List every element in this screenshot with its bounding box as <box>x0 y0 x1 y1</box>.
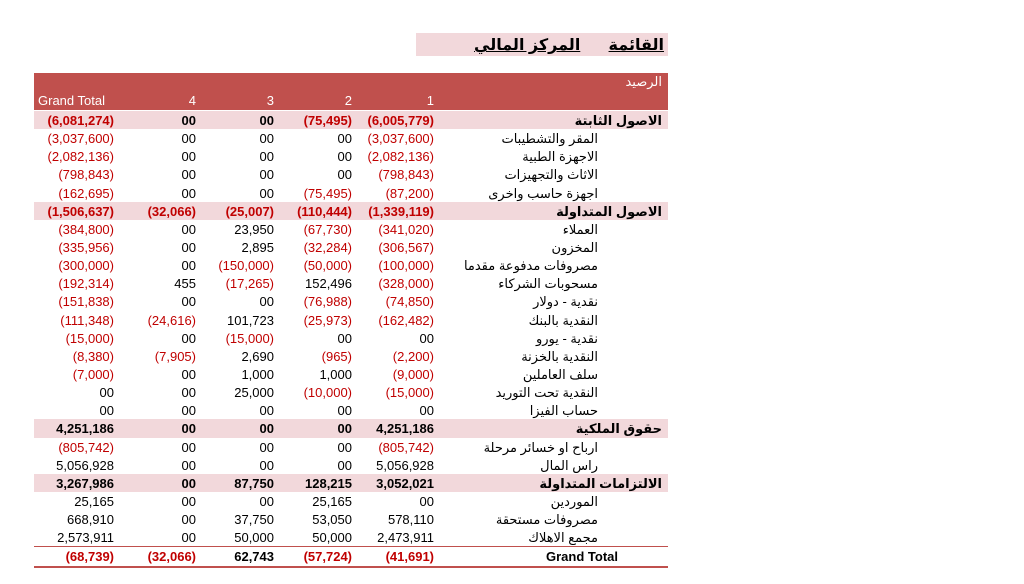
cell-value: 668,910 <box>67 512 114 528</box>
cell-value: (41,691) <box>385 549 434 565</box>
group-row[interactable] <box>34 419 668 437</box>
row-label: حقوق الملكية <box>575 421 662 437</box>
cell-value: 00 <box>181 258 196 274</box>
cell-value: 00 <box>337 421 352 437</box>
column-header-3[interactable]: 3 <box>266 93 274 108</box>
row-label: الاجهزة الطبية <box>522 149 598 165</box>
cell-value: 62,743 <box>234 549 274 565</box>
cell-value: (32,284) <box>303 239 352 255</box>
row-label: مسحوبات الشركاء <box>498 276 598 292</box>
cell-value: (7,905) <box>154 348 196 364</box>
cell-value: 23,950 <box>234 221 274 237</box>
cell-value: (328,000) <box>378 276 434 292</box>
row-label: Grand Total <box>546 549 618 565</box>
row-label: ارباح او خسائر مرحلة <box>483 439 598 455</box>
cell-value: 00 <box>259 131 274 147</box>
cell-value: 00 <box>181 403 196 419</box>
table-row[interactable] <box>34 401 668 419</box>
cell-value: 00 <box>259 113 274 128</box>
cell-value: 00 <box>419 403 434 419</box>
cell-value: (32,066) <box>147 203 196 219</box>
cell-value: (7,000) <box>72 366 114 382</box>
cell-value: (965) <box>321 348 352 364</box>
cell-value: (75,495) <box>303 185 352 201</box>
grand-total-row[interactable] <box>34 546 668 567</box>
report-filter[interactable] <box>416 33 668 56</box>
table-row[interactable] <box>34 456 668 474</box>
row-label: مصروفات مدفوعة مقدما <box>463 258 598 274</box>
cell-value: 2,573,911 <box>57 530 114 546</box>
group-row[interactable] <box>34 474 668 492</box>
table-row[interactable] <box>34 492 668 510</box>
cell-value: (15,000) <box>385 385 434 401</box>
cell-value: 25,165 <box>312 493 352 509</box>
row-label: اجهزة حاسب واخرى <box>488 185 598 201</box>
cell-value: (76,988) <box>303 294 352 310</box>
cell-value: 00 <box>259 421 274 437</box>
cell-value: 00 <box>181 239 196 255</box>
cell-value: 2,895 <box>241 239 274 255</box>
cell-value: 00 <box>181 294 196 310</box>
cell-value: 578,110 <box>387 512 434 528</box>
cell-value: (2,082,136) <box>367 149 434 165</box>
cell-value: (2,082,136) <box>47 149 114 165</box>
group-row[interactable] <box>34 202 668 220</box>
row-label: المقر والتشطيبات <box>501 131 598 147</box>
cell-value: 101,723 <box>227 312 274 328</box>
cell-value: (3,037,600) <box>367 131 434 147</box>
cell-value: (75,495) <box>303 113 352 128</box>
cell-value: 25,000 <box>234 385 274 401</box>
table-row[interactable] <box>34 220 668 238</box>
cell-value: (1,506,637) <box>47 203 114 219</box>
row-label: مجمع الاهلاك <box>528 530 598 546</box>
table-row[interactable] <box>34 165 668 183</box>
cell-value: 3,267,986 <box>56 475 114 491</box>
cell-value: 00 <box>337 403 352 419</box>
column-header-2[interactable]: 2 <box>344 93 352 108</box>
cell-value: 00 <box>181 530 196 546</box>
pivot-body <box>34 111 668 568</box>
cell-value: (24,616) <box>147 312 196 328</box>
table-row[interactable] <box>34 292 668 310</box>
row-label: راس المال <box>540 457 598 473</box>
cell-value: 00 <box>259 403 274 419</box>
cell-value: (798,843) <box>378 167 434 183</box>
cell-value: 00 <box>181 457 196 473</box>
cell-value: (150,000) <box>218 258 274 274</box>
column-header-1[interactable]: 1 <box>426 93 434 108</box>
cell-value: (805,742) <box>378 439 434 455</box>
filter-label: القائمة <box>608 37 664 54</box>
cell-value: 00 <box>181 185 196 201</box>
cell-value: 00 <box>337 439 352 455</box>
cell-value: 00 <box>181 512 196 528</box>
cell-value: (798,843) <box>58 167 114 183</box>
cell-value: 00 <box>259 457 274 473</box>
table-row[interactable] <box>34 438 668 456</box>
cell-value: 3,052,021 <box>376 475 434 491</box>
cell-value: (87,200) <box>385 185 434 201</box>
cell-value: 5,056,928 <box>56 457 114 473</box>
cell-value: (32,066) <box>147 549 196 565</box>
cell-value: (192,314) <box>58 276 114 292</box>
cell-value: 00 <box>181 439 196 455</box>
row-label: الاثاث والتجهيزات <box>504 167 598 183</box>
cell-value: (8,380) <box>72 348 114 364</box>
table-row[interactable] <box>34 329 668 347</box>
row-label: الموردين <box>550 493 598 509</box>
cell-value: 00 <box>181 385 196 401</box>
column-header-grand-total[interactable]: Grand Total <box>38 93 105 108</box>
row-label: سلف العاملين <box>522 366 598 382</box>
table-row[interactable] <box>34 274 668 292</box>
row-label: النقدية بالخزنة <box>521 348 598 364</box>
cell-value: 37,750 <box>234 512 274 528</box>
row-field-label: الرصيد <box>625 74 662 89</box>
cell-value: (57,724) <box>303 549 352 565</box>
pivot-column-headers <box>34 91 668 111</box>
cell-value: (17,265) <box>225 276 274 292</box>
cell-value: (2,200) <box>392 348 434 364</box>
table-row[interactable] <box>34 256 668 274</box>
cell-value: (384,800) <box>58 221 114 237</box>
cell-value: 87,750 <box>234 475 274 491</box>
table-row[interactable] <box>34 528 668 546</box>
cell-value: (1,339,119) <box>368 203 434 219</box>
cell-value: 00 <box>181 221 196 237</box>
cell-value: (300,000) <box>58 258 114 274</box>
cell-value: 00 <box>181 475 196 491</box>
pivot-table <box>34 73 668 568</box>
cell-value: 152,496 <box>305 276 352 292</box>
cell-value: (111,348) <box>60 312 114 328</box>
table-row[interactable] <box>34 129 668 147</box>
cell-value: (335,956) <box>58 239 114 255</box>
table-row[interactable] <box>34 347 668 365</box>
cell-value: 5,056,928 <box>376 457 434 473</box>
row-label: الاصول المتداولة <box>556 203 662 219</box>
cell-value: 00 <box>337 167 352 183</box>
cell-value: 00 <box>99 385 114 401</box>
cell-value: (68,739) <box>65 549 114 565</box>
cell-value: (50,000) <box>303 258 352 274</box>
cell-value: 1,000 <box>319 366 352 382</box>
row-label: النقدية تحت التوريد <box>495 385 598 401</box>
cell-value: 25,165 <box>74 493 114 509</box>
table-row[interactable] <box>34 510 668 528</box>
row-label: الاصول الثابتة <box>574 113 662 128</box>
cell-value: 00 <box>181 113 196 128</box>
group-row[interactable] <box>34 111 668 129</box>
cell-value: (9,000) <box>392 366 434 382</box>
cell-value: 00 <box>259 167 274 183</box>
row-label: نقدية - دولار <box>533 294 598 310</box>
cell-value: 00 <box>337 457 352 473</box>
cell-value: 00 <box>181 131 196 147</box>
cell-value: 2,473,911 <box>377 530 434 546</box>
table-row[interactable] <box>34 184 668 202</box>
cell-value: 00 <box>181 421 196 437</box>
cell-value: (151,838) <box>58 294 114 310</box>
row-label: نقدية - يورو <box>535 330 598 346</box>
cell-value: 00 <box>181 493 196 509</box>
cell-value: 00 <box>181 366 196 382</box>
cell-value: 00 <box>259 493 274 509</box>
cell-value: 00 <box>419 330 434 346</box>
cell-value: 00 <box>337 131 352 147</box>
pivot-header-values <box>34 73 668 91</box>
cell-value: (25,007) <box>225 203 274 219</box>
cell-value: (74,850) <box>385 294 434 310</box>
cell-value: 4,251,186 <box>376 421 434 437</box>
cell-value: 50,000 <box>312 530 352 546</box>
cell-value: 455 <box>174 276 196 292</box>
cell-value: (162,482) <box>378 312 434 328</box>
cell-value: 00 <box>181 330 196 346</box>
cell-value: (3,037,600) <box>47 131 114 147</box>
cell-value: 00 <box>419 493 434 509</box>
cell-value: (341,020) <box>378 221 434 237</box>
row-label: المخزون <box>551 239 598 255</box>
cell-value: (15,000) <box>225 330 274 346</box>
cell-value: (67,730) <box>303 221 352 237</box>
cell-value: 00 <box>337 149 352 165</box>
cell-value: (25,973) <box>303 312 352 328</box>
table-row[interactable] <box>34 311 668 329</box>
filter-value[interactable]: المركز المالي <box>474 37 581 54</box>
table-row[interactable] <box>34 383 668 401</box>
cell-value: (110,444) <box>297 203 352 219</box>
cell-value: 4,251,186 <box>56 421 114 437</box>
row-label: مصروفات مستحقة <box>495 512 598 528</box>
table-row[interactable] <box>34 365 668 383</box>
cell-value: 53,050 <box>312 512 352 528</box>
cell-value: (100,000) <box>378 258 434 274</box>
cell-value: 00 <box>99 403 114 419</box>
cell-value: 00 <box>181 167 196 183</box>
cell-value: 2,690 <box>241 348 274 364</box>
cell-value: 00 <box>181 149 196 165</box>
row-label: الالتزامات المتداولة <box>539 475 662 491</box>
cell-value: (10,000) <box>303 385 352 401</box>
table-row[interactable] <box>34 238 668 256</box>
cell-value: 50,000 <box>234 530 274 546</box>
cell-value: 1,000 <box>241 366 274 382</box>
row-label: العملاء <box>562 221 598 237</box>
cell-value: 00 <box>259 149 274 165</box>
cell-value: 00 <box>259 439 274 455</box>
cell-value: 128,215 <box>305 475 352 491</box>
cell-value: (162,695) <box>58 185 114 201</box>
cell-value: (805,742) <box>58 439 114 455</box>
column-header-4[interactable]: 4 <box>188 93 196 108</box>
cell-value: 00 <box>259 185 274 201</box>
cell-value: (15,000) <box>65 330 114 346</box>
row-label: حساب الفيزا <box>529 403 598 419</box>
cell-value: (6,005,779) <box>367 113 434 128</box>
cell-value: 00 <box>337 330 352 346</box>
cell-value: (306,567) <box>378 239 434 255</box>
cell-value: (6,081,274) <box>47 113 114 128</box>
cell-value: 00 <box>259 294 274 310</box>
table-row[interactable] <box>34 147 668 165</box>
row-label: النقدية بالبنك <box>528 312 598 328</box>
